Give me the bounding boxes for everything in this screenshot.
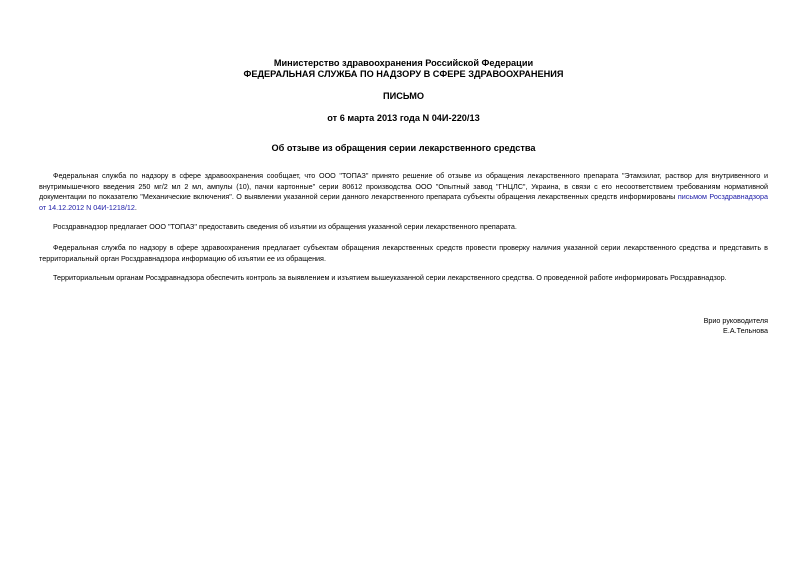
paragraph-3: Федеральная служба по надзору в сфере здравоохранения предлагает субъектам обращения лекарственных средств провести проверку наличия указанной серии лекарственного средства и представить в территориальный орган Росздравнадзора информацию об изъятии ее из обращения. (39, 243, 768, 263)
paragraph-1-text: Федеральная служба по надзору в сфере здравоохранения сообщает, что ООО "ТОПАЗ" принято решение об отзыве из обращения лекарственного препарата "Этамзилат, раствор для внутривенного и внутримышечного введения 250 мг/2 мл 2 мл, ампулы (10), пачки картонные" серии 80612 производства ООО "Опытный завод "ГНЦЛС", Украина, в связи с его несоответствием требованиям нормативной документации по показателю "Механические включения". О выявлении указанной серии данного лекарственного препарата субъекты обращения лекарственных средств информированы (39, 171, 768, 201)
service-name: ФЕДЕРАЛЬНАЯ СЛУЖБА ПО НАДЗОРУ В СФЕРЕ ЗДРАВООХРАНЕНИЯ (243, 69, 564, 79)
paragraph-1 (39, 171, 768, 213)
document-date-number: от 6 марта 2013 года N 04И-220/13 (327, 113, 480, 123)
paragraph-2: Росздравнадзор предлагает ООО "ТОПАЗ" предоставить сведения об изъятии из обращения указанной серии лекарственного препарата. (53, 222, 517, 231)
document-type: ПИСЬМО (382, 91, 425, 101)
ministry-name: Министерство здравоохранения Российской Федерации (273, 58, 534, 68)
document-subject: Об отзыве из обращения серии лекарственного средства (271, 143, 536, 153)
paragraph-4: Территориальным органам Росздравнадзора обеспечить контроль за выявлением и изъятием вышеуказанной серии лекарственного средства. О проведенной работе информировать Росздравнадзор. (53, 273, 727, 282)
paragraph-1-end: . (134, 202, 137, 212)
reference-letter-link[interactable]: письмом Росздравнадзора от 14.12.2012 N 04И-1218/12 (39, 192, 769, 212)
signature-name: Е.А.Тельнова (723, 326, 768, 335)
signature-title: Врио руководителя (703, 316, 768, 325)
